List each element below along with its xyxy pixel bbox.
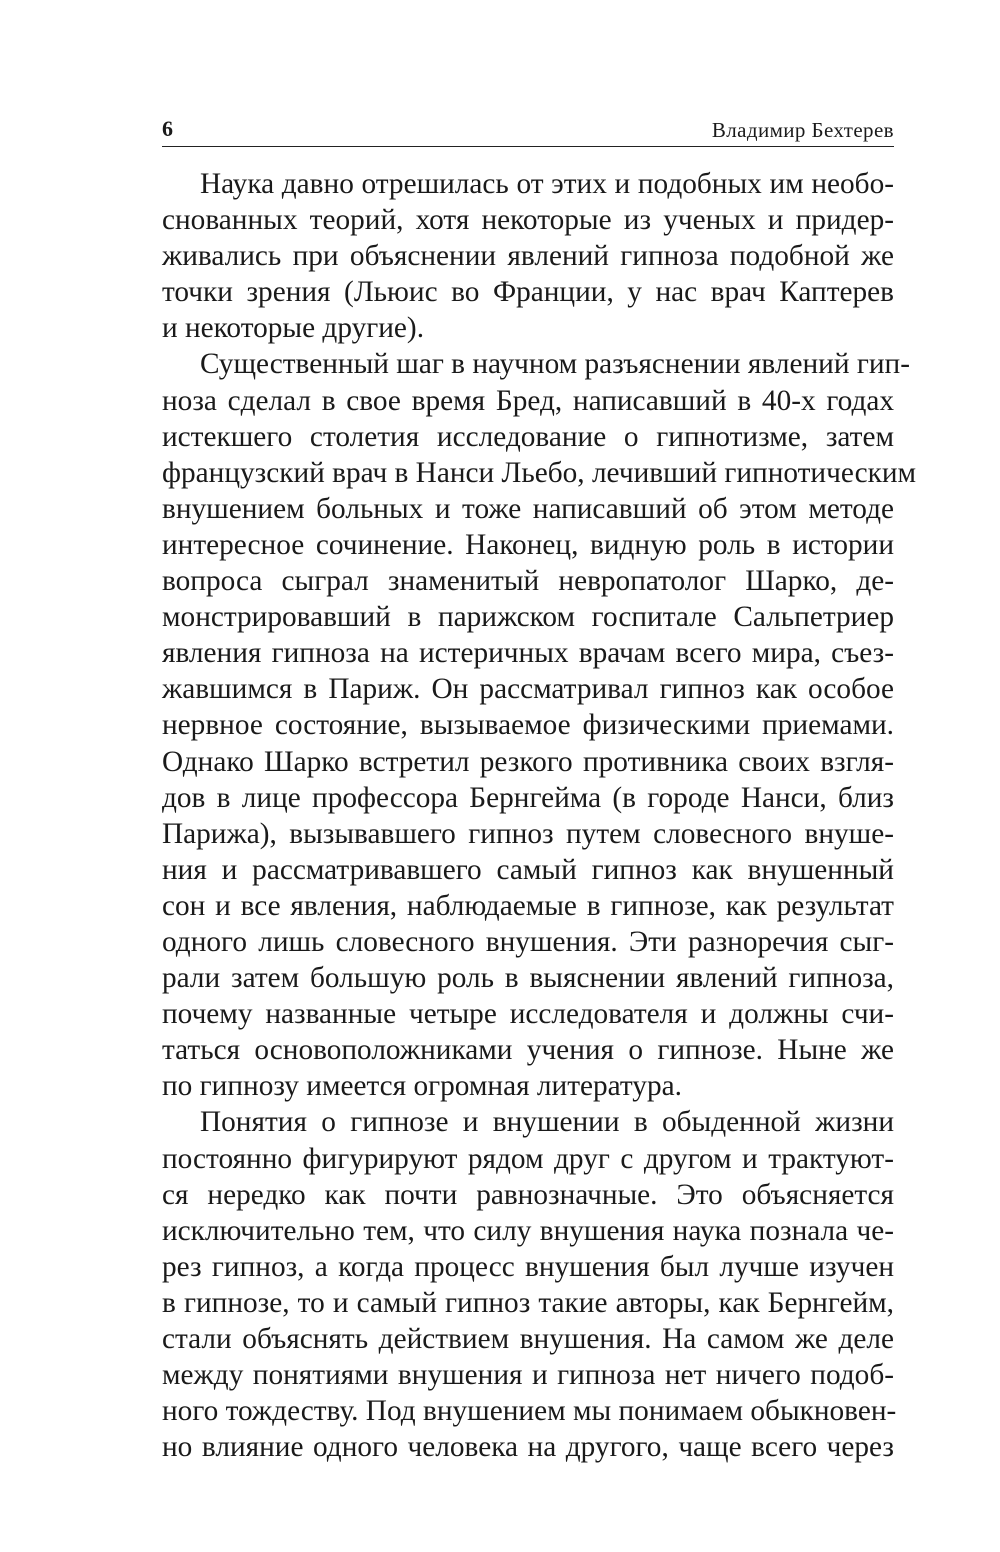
- paragraph-2: [162, 346, 917, 1104]
- text-line: таться основоположниками учения о гипнозе. Ныне же: [162, 1034, 894, 1067]
- running-head: [162, 112, 894, 147]
- text-line: ного тождеству. Под внушением мы понимаем обыкновен-: [162, 1395, 897, 1428]
- text-line: Однако Шарко встретил резкого противника своих взгля-: [162, 745, 894, 778]
- text-line: живались при объяснении явлений гипноза подобной же: [162, 240, 894, 273]
- text-line: жавшимся в Париж. Он рассматривал гипноз как особое: [162, 673, 894, 706]
- text-line: между понятиями внушения и гипноза нет ничего подоб-: [162, 1359, 894, 1392]
- text-line: монстрировавший в парижском госпитале Сальпетриер: [162, 601, 894, 634]
- text-line: рали затем большую роль в выяснении явлений гипноза,: [162, 962, 894, 995]
- text-line: вопроса сыграл знаменитый невропатолог Шарко, де-: [162, 565, 894, 598]
- text-line: исключительно тем, что силу внушения наука познала че-: [162, 1214, 894, 1247]
- text-line: одного лишь словесного внушения. Эти разноречия сыг-: [162, 925, 894, 958]
- text-line: дов в лице профессора Бернгейма (в городе Нанси, близ: [162, 781, 894, 814]
- text-line: по гипнозу имеется огромная литература.: [162, 1070, 682, 1103]
- running-head-author: Владимир Бехтерев: [711, 118, 894, 142]
- text-line: интересное сочинение. Наконец, видную роль в истории: [162, 528, 894, 561]
- body-text: [162, 166, 917, 1465]
- text-line: рез гипноз, а когда процесс внушения был лучше изучен: [162, 1250, 894, 1283]
- text-line: нервное состояние, вызываемое физическими приемами.: [162, 709, 894, 742]
- text-line: истекшего столетия исследование о гипнотизме, затем: [162, 420, 894, 453]
- text-line: Существенный шаг в научном разъяснении явлений гип-: [200, 348, 910, 381]
- text-line: сон и все явления, наблюдаемые в гипнозе, как результат: [162, 889, 894, 922]
- text-line: в гипнозе, то и самый гипноз такие авторы, как Бернгейм,: [162, 1286, 894, 1319]
- text-line: точки зрения (Льюис во Франции, у нас врач Каптерев: [162, 276, 894, 309]
- text-line: Понятия о гипнозе и внушении в обыденной жизни: [200, 1106, 894, 1139]
- text-line: постоянно фигурируют рядом друг с другом и трактуют-: [162, 1142, 894, 1175]
- text-line: и некоторые другие).: [162, 312, 425, 345]
- text-line: ся нередко как почти равнозначные. Это объясняется: [162, 1178, 894, 1211]
- text-line: внушением больных и тоже написавший об этом методе: [162, 492, 894, 525]
- text-line: почему названные четыре исследователя и должны счи-: [162, 998, 894, 1031]
- text-line: стали объяснять действием внушения. На самом же деле: [162, 1323, 894, 1355]
- text-line: явления гипноза на истеричных врачам всего мира, съез-: [162, 637, 894, 670]
- paragraph-1: [162, 166, 894, 346]
- text-line: Наука давно отрешилась от этих и подобных им необо-: [200, 168, 894, 200]
- text-line: Парижа), вызывавшего гипноз путем словесного внуше-: [162, 817, 894, 850]
- text-line: ноза сделал в свое время Бред, написавший в 40-х годах: [162, 384, 894, 417]
- text-line: снованных теорий, хотя некоторые из ученых и придер-: [162, 204, 894, 237]
- page-number: 6: [162, 116, 173, 141]
- text-line: но влияние одного человека на другого, чаще всего через: [162, 1431, 894, 1464]
- text-line: французский врач в Нанси Льебо, лечивший гипнотическим: [162, 456, 917, 489]
- paragraph-3: [162, 1104, 897, 1465]
- text-line: ния и рассматривавшего самый гипноз как внушенный: [162, 853, 894, 886]
